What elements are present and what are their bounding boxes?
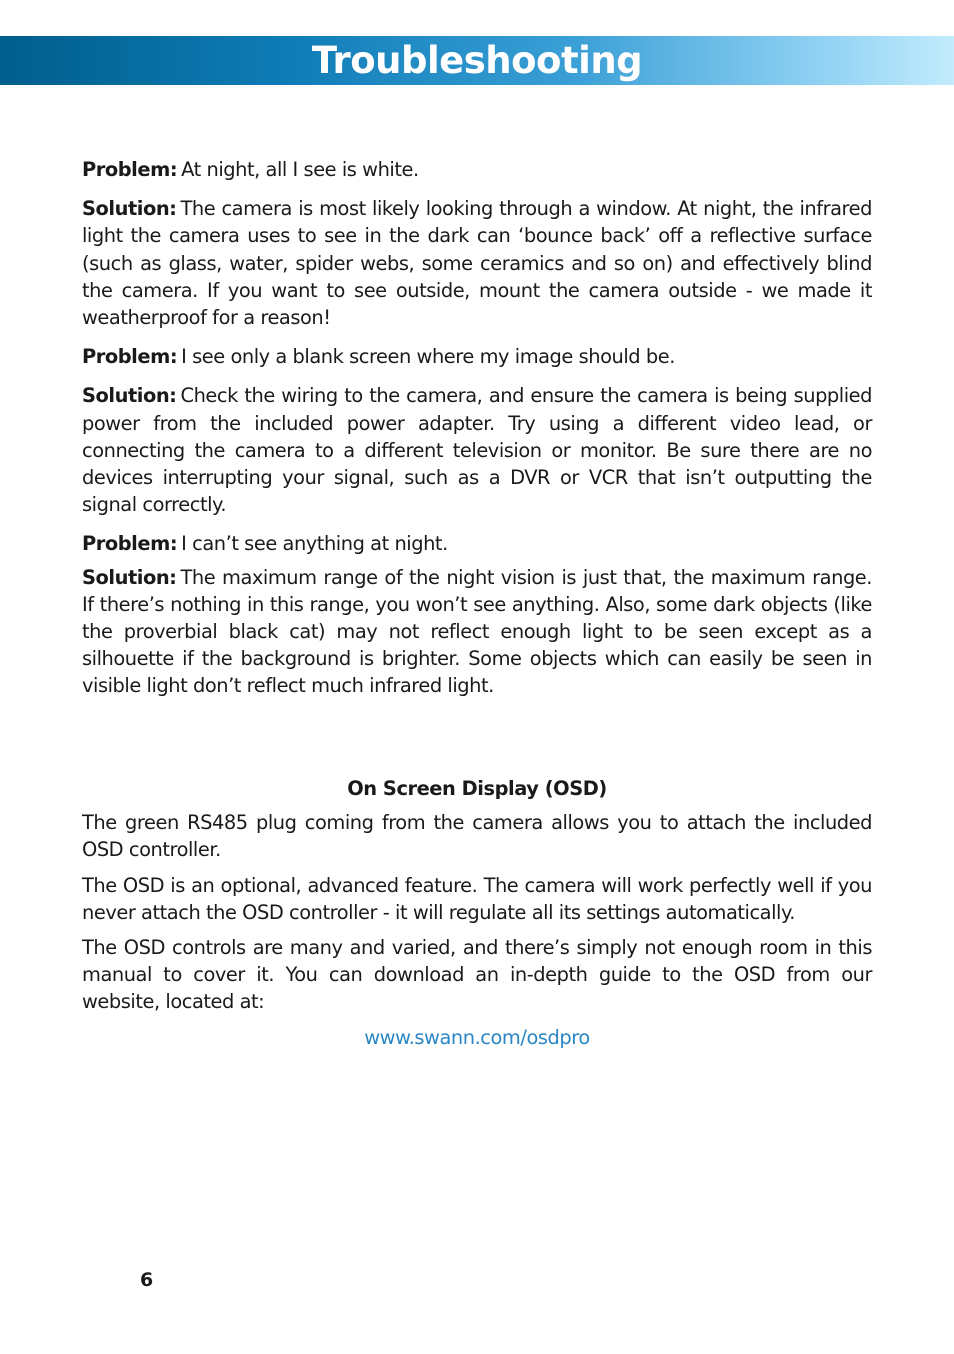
osd-heading: On Screen Display (OSD) [347, 777, 607, 800]
problem-label: Problem: [82, 158, 178, 181]
problem-label: Problem: [82, 532, 178, 556]
page-title: Troubleshooting [311, 39, 643, 82]
solution-label: Solution: [82, 565, 177, 589]
solution-2 [82, 382, 872, 518]
solution-text: Check the wiring to the camera, and ensure the camera is being supplied power from the included power adapter. Try using a different video lead, or connecting the camera to a different television or monitor. Be sure there are no devices interrupting your signal, such as a DVR or VCR that isn’t outputting the signal correctly. [82, 384, 872, 517]
osd-paragraph-1: The green RS485 plug coming from the camera allows you to attach the included OSD controller. [82, 811, 872, 862]
solution-label: Solution: [82, 384, 177, 408]
problem-text: I can’t see anything at night. [181, 532, 448, 556]
problem-1 [82, 156, 872, 183]
solution-text: The camera is most likely looking through a window. At night, the infrared light the camera uses to see in the dark can ‘bounce back’ off a reflective surface (such as glass, water, spider webs, some ceramics and so on) and effectively blind the camera. If you want to see outside, mount the camera outside - we made it weatherproof for a reason! [82, 197, 872, 330]
problem-text: I see only a blank screen where my image should be. [181, 345, 675, 369]
osd-paragraph-3: The OSD controls are many and varied, and there’s simply not enough room in this manual to cover it. You can download an in-depth guide to the OSD from our website, located at: [82, 936, 872, 1014]
troubleshooting-section [82, 156, 872, 712]
problem-3 [82, 530, 872, 557]
problem-label: Problem: [82, 345, 178, 369]
solution-1 [82, 195, 872, 331]
osd-paragraph-2: The OSD is an optional, advanced feature. The camera will work perfectly well if you never attach the OSD controller - it will regulate all its settings automatically. [82, 873, 872, 924]
page-number: 6 [140, 1269, 154, 1291]
osd-section [82, 775, 872, 1051]
solution-label: Solution: [82, 197, 177, 221]
problem-text: At night, all I see is white. [181, 158, 419, 181]
problem-2 [82, 343, 872, 370]
solution-text: The maximum range of the night vision is just that, the maximum range. If there’s nothing in this range, you won’t see anything. Also, some dark objects (like the proverbial black cat) may not reflect enough light to be seen except as a silhouette if the background is brighter. Some objects which can easily be seen in visible light don’t reflect much infrared light. [82, 565, 872, 698]
solution-3 [82, 564, 872, 700]
osd-guide-link[interactable]: www.swann.com/osdpro [364, 1025, 590, 1049]
